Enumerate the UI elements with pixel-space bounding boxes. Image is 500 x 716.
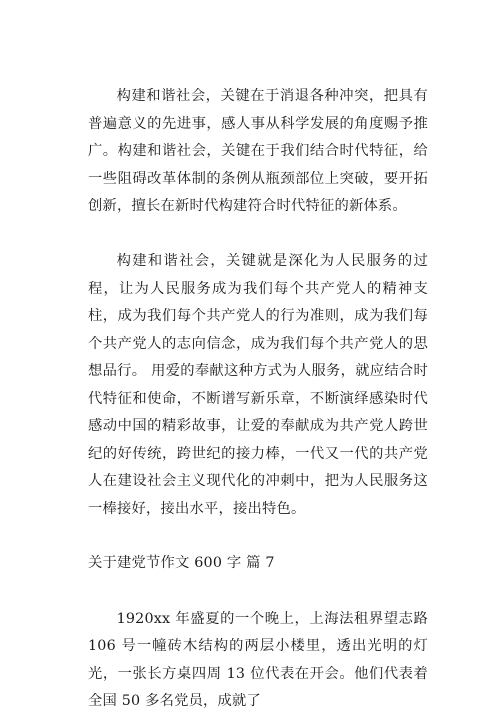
- paragraph-2: 构建和谐社会，关键就是深化为人民服务的过程，让为人民服务成为我们每个共产党人的精神支柱，成为我们每个共产党人的行为准则，成为我们每个共产党人的志向信念，成为我们每个共产党人的思想品行。 用爱的奉献这种方式为人服务，就应结合时代特征和使命，不断谱写新乐章，不断演绎感染时代感动中国的精彩故事，让爱的奉献成为共产党人跨世纪的好传统，跨世纪的接力棒，一代又一代的共产党人在建设社会主义现代化的冲刺中，把为人民服务这一棒接好，接出水平，接出特色。: [88, 253, 428, 517]
- section-heading: 关于建党节作文 600 字 篇 7: [88, 555, 275, 571]
- paragraph-3: 1920xx 年盛夏的一个晚上，上海法租界望志路 106 号一幢砖木结构的两层小楼里，透出光明的灯光，一张长方桌四周 13 位代表在开会。他们代表着全国 50 多名党员，成就了: [88, 610, 428, 709]
- paragraph-1: 构建和谐社会，关键在于消退各种冲突，把具有普遍意义的先进事，感人事从科学发展的角度赐予推广。构建和谐社会，关键在于我们结合时代特征，给一些阻碍改革体制的条例从瓶颈部位上突破，要开拓创新，擅长在新时代构建符合时代特征的新体系。: [88, 88, 428, 214]
- document-page: [88, 83, 428, 716]
